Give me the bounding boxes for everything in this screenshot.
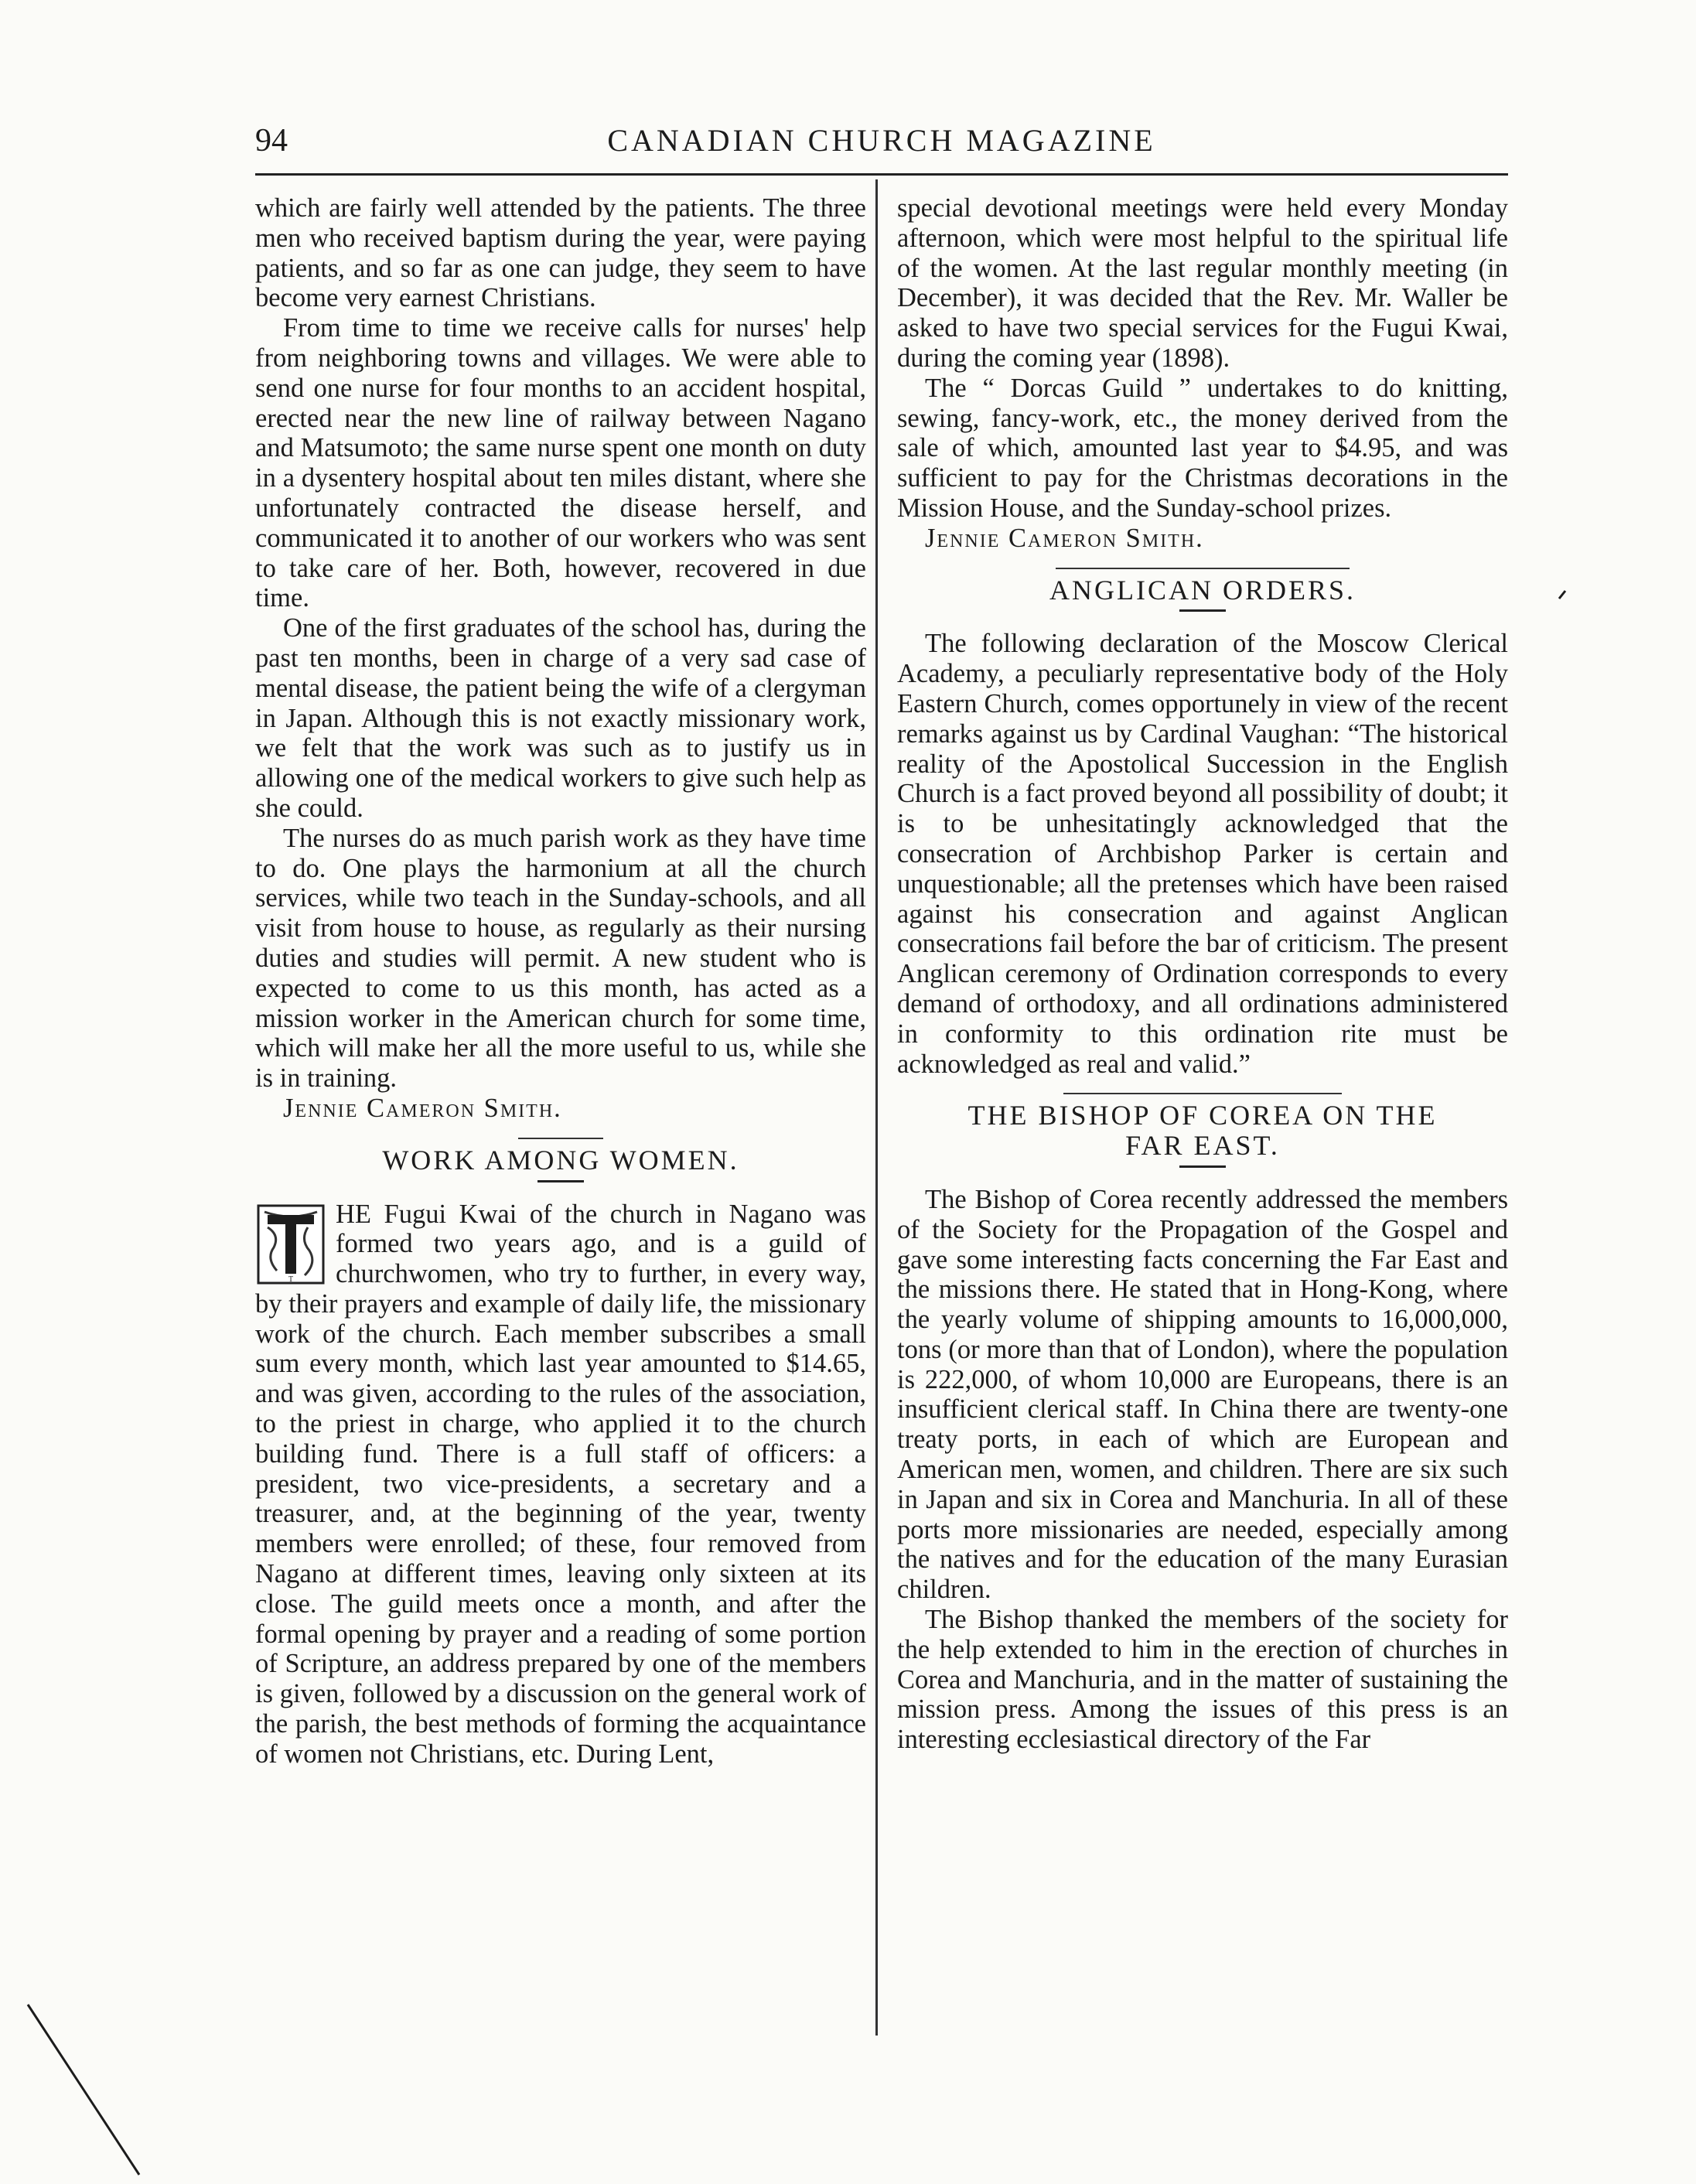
section-heading: ANGLICAN ORDERS. [1049,574,1356,606]
paragraph: special devotional meetings were held every Monday afternoon, which were most helpful to the spiritual life of the women. At the last regular monthly meeting (in December), it was decided that the Rev. Mr. Waller be asked to have two special services for the Fugui Kwai, during the coming year (1898). [897,193,1508,373]
paragraph: The Bishop of Corea recently addressed the members of the Society for the Propagation of the Gospel and gave some interesting facts concerning the Far East and the missions there. He stated that in Hong-Kong, where the yearly volume of shipping amounts to 16,000,000, tons (or more than that of London), where the population is 222,000, of whom 10,000 are Europeans, there is an insufficient clerical staff. In China there are twenty-one treaty ports, in each of which are European and American men, women, and children. There are six such in Japan and six in Corea and Manchuria. In all of these ports more missionaries are needed, especially among the natives and for the education of the many Eurasian children. [897,1184,1508,1605]
paragraph-text: HE Fugui Kwai of the church in Nagano was formed two years ago, and is a guild of churchwomen, who try to further, in every way, by their prayers and example of daily life, the missionary work of the church. Each member subscribes a small sum every month, which last year amounted to $14.65, and was given, according to the rules of the association, to the priest in charge, who applied it to the church building fund. There is a full staff of officers: a president, two vice-presidents, a secretary and a treasurer, and, at the beginning of the year, twenty members were enrolled; of these, four removed from Nagano at different times, leaving only sixteen at its close. The guild meets once a month, and after the formal opening by prayer and a reading of some portion of Scripture, an address prepared by one of the members is given, followed by a discussion on the general work of the parish, the best methods of forming the acquaintance of women not Christians, etc. During Lent, [255,1199,866,1769]
section-heading: WORK AMONG WOMEN. [382,1144,739,1176]
paragraph: One of the first graduates of the school has, during the past ten months, been in charge of a very sad case of mental disease, the patient being the wife of a clergyman in Japan. Although this is not exactly missionary work, we felt that the work was such as to justify us in allowing one of the medical workers to give such help as she could. [255,613,866,823]
paragraph: which are fairly well attended by the patients. The three men who received baptism during the year, were paying patients, and so far as one can judge, they seem to have become very earnest Christians. [255,193,866,313]
page-number: 94 [255,123,288,159]
author-signature: Jennie Cameron Smith. [283,1093,562,1123]
paragraph: From time to time we receive calls for nurses' help from neighboring towns and villages. We were able to send one nurse for four months to an accident hospital, erected near the new line of railway between Nagano and Matsumoto; the same nurse spent one month on duty in a dysentery hospital about ten miles distant, where she unfortunately contracted the disease herself, and communicated it to another of our workers who was sent to take care of her. Both, however, recovered in due time. [255,313,866,613]
running-title: CANADIAN CHURCH MAGAZINE [607,123,1156,158]
paragraph: The nurses do as much parish work as they have time to do. One plays the harmonium at all the church services, while two teach in the Sunday-schools, and all visit from house to house, as regularly as their nursing duties and studies will permit. A new student who is expected to come to us this month, has acted as a mission worker in the American church for some time, which will make her all the more useful to us, while she is in training. [255,823,866,1094]
paragraph: The following declaration of the Moscow Clerical Academy, a peculiarly representative body of the Holy Eastern Church, comes opportunely in view of the recent remarks against us by Cardinal Vaughan: “The historical reality of the Apostolical Succession in the English Church is a fact proved beyond all possibility of doubt; it is to be unhesitatingly acknowledged that the consecration of Archbishop Parker is certain and unquestionable; all the pretenses which have been raised against his consecration and against Anglican consecrations fail before the bar of criticism. The present Anglican ceremony of Ordination corresponds to every demand of orthodoxy, and all ordinations administered in conformity to this ordination rite must be acknowledged as real and valid.” [897,629,1508,1079]
author-signature: Jennie Cameron Smith. [925,523,1204,553]
svg-text:T: T [288,1275,294,1284]
paragraph: The “ Dorcas Guild ” undertakes to do knitting, sewing, fancy-work, etc., the money derived from the sale of which, amounted last year to $4.95, and was sufficient to pay for the Christmas decorations in the Mission House, and the Sunday-school prizes. [897,373,1508,523]
paragraph: The Bishop thanked the members of the society for the help extended to him in the erection of churches in Corea and Manchuria, and in the matter of sustaining the mission press. Among the issues of this press is an interesting ecclesiastical directory of the Far [897,1605,1508,1755]
section-heading-line-1: THE BISHOP OF COREA ON THE [967,1100,1438,1131]
section-heading-line-2: FAR EAST. [1125,1130,1280,1162]
